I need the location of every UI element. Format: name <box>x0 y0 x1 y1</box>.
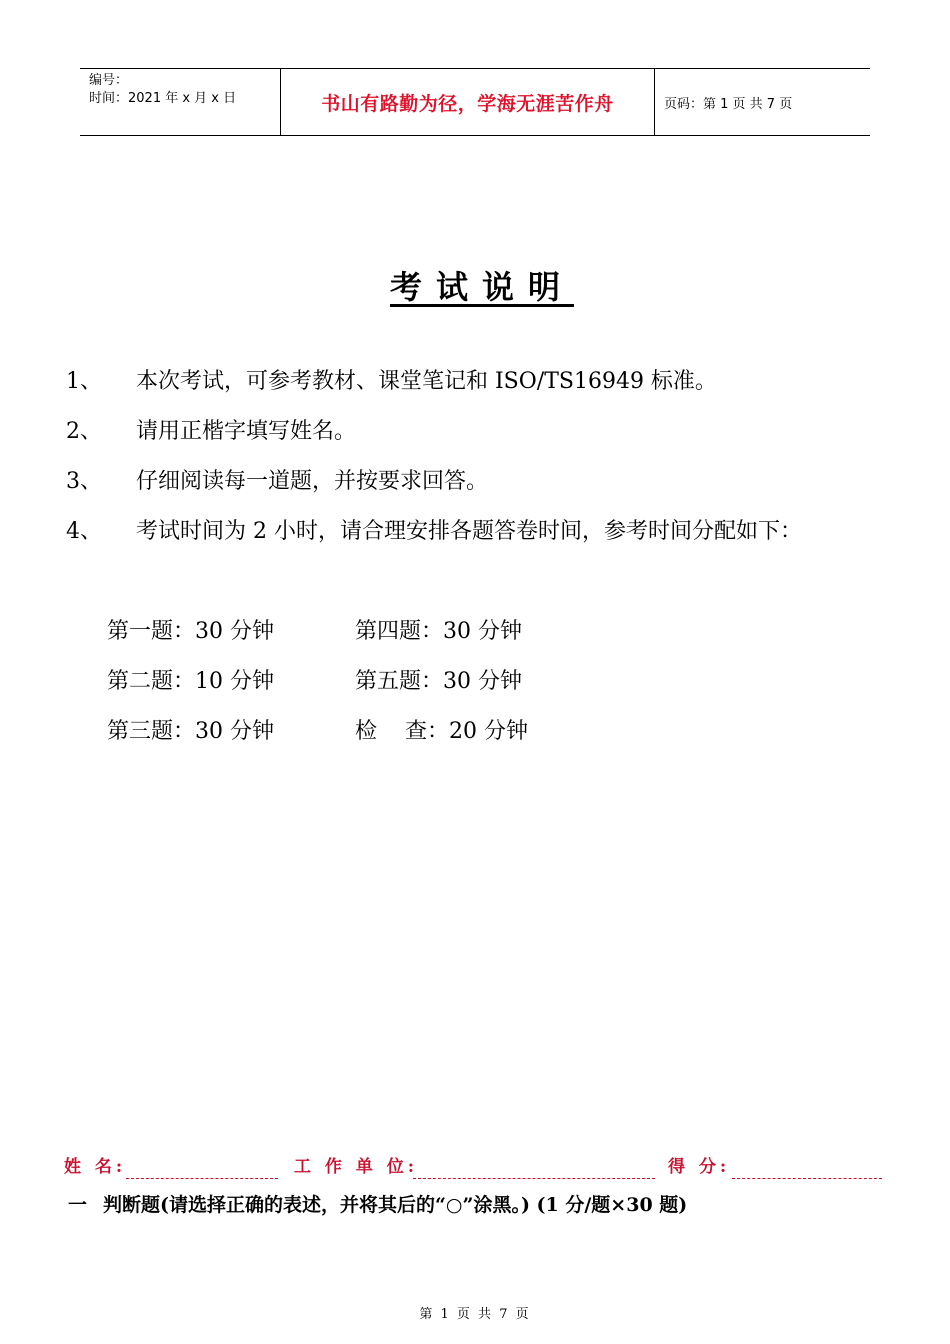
instruction-text: 仔细阅读每一道题，并按要求回答。 <box>136 469 489 494</box>
page-footer: 第 1 页 共 7 页 <box>419 1307 531 1322</box>
work-unit-field[interactable] <box>413 1160 655 1179</box>
instruction-number: 2、 <box>66 419 102 444</box>
time-allocation <box>107 612 528 762</box>
name-field[interactable] <box>126 1160 278 1179</box>
time-allocation-row <box>107 712 528 762</box>
instruction-number: 4、 <box>66 519 102 544</box>
time-allocation-row <box>107 662 528 712</box>
time-allocation-left: 第二题：10 分钟 <box>107 669 274 694</box>
page-title-text: 考试说明 <box>389 268 574 306</box>
time-allocation-right: 第五题：30 分钟 <box>355 669 522 694</box>
instruction-item <box>66 412 906 462</box>
header-motto: 书山有路勤为径，学海无涯苦作舟 <box>281 69 655 135</box>
instruction-item <box>66 512 906 562</box>
instruction-number: 3、 <box>66 469 102 494</box>
instruction-item <box>66 362 906 412</box>
time-allocation-left: 第一题：30 分钟 <box>107 619 274 644</box>
score-field[interactable] <box>732 1160 882 1179</box>
time-allocation-row <box>107 612 528 662</box>
score-label: 得 分: <box>668 1157 731 1177</box>
instruction-text: 考试时间为 2 小时，请合理安排各题答卷时间，参考时间分配如下： <box>136 519 802 544</box>
section-title: 判断题(请选择正确的表述，并将其后的“○”涂黑。) (1 分/题×30 题) <box>103 1194 688 1216</box>
work-unit-label: 工 作 单 位: <box>294 1157 419 1177</box>
page-title <box>0 262 950 308</box>
name-label: 姓 名: <box>64 1157 127 1177</box>
section-heading <box>68 1190 687 1217</box>
section-number: 一 <box>68 1194 88 1216</box>
instruction-text: 请用正楷字填写姓名。 <box>136 419 357 444</box>
instruction-item <box>66 462 906 512</box>
time-allocation-left: 第三题：30 分钟 <box>107 719 274 744</box>
instruction-text: 本次考试，可参考教材、课堂笔记和 ISO/TS16949 标准。 <box>136 369 717 394</box>
time-allocation-right: 第四题：30 分钟 <box>355 619 522 644</box>
header-page-code: 页码：第 1 页 共 7 页 <box>664 96 793 112</box>
page-header <box>80 68 870 136</box>
instruction-number: 1、 <box>66 369 102 394</box>
time-allocation-right: 检 查：20 分钟 <box>355 719 528 744</box>
document-date: 时间：2021 年 x 月 x 日 <box>89 91 237 106</box>
document-number-label: 编号： <box>89 73 129 88</box>
exam-instructions <box>66 362 906 562</box>
header-meta <box>80 69 281 135</box>
